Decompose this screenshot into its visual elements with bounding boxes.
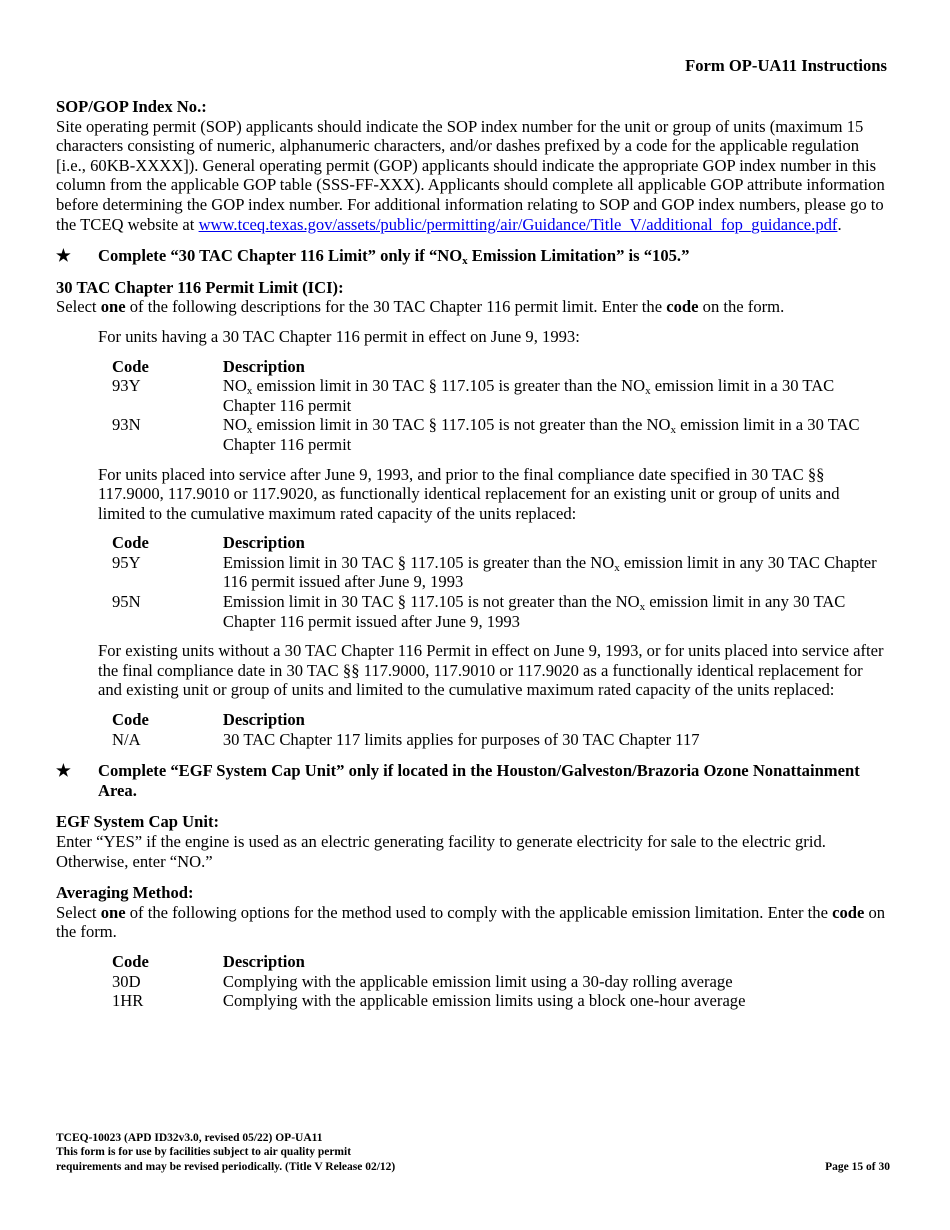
ch116-limit-note-text	[98, 246, 890, 266]
description-cell	[223, 592, 890, 631]
page-footer	[56, 1131, 890, 1174]
footer-line-3: requirements and may be revised periodically. (Title V Release 02/12)	[56, 1160, 396, 1173]
code-cell: N/A	[112, 729, 141, 749]
egf-section	[56, 812, 890, 871]
ici-intro-a: Select	[56, 297, 101, 317]
col-code: Code	[112, 356, 149, 376]
col-description: Description	[222, 951, 305, 971]
note-text-b: Emission Limitation” is “105.”	[467, 246, 690, 266]
egf-note	[56, 761, 890, 800]
star-icon: ★	[56, 761, 71, 781]
nox-text: NO	[222, 415, 247, 435]
group1-intro: For units having a 30 TAC Chapter 116 permit in effect on June 9, 1993:	[98, 326, 580, 346]
ici-heading: 30 TAC Chapter 116 Permit Limit (ICI):	[56, 277, 344, 297]
avg-intro-e: on the form.	[56, 902, 886, 942]
subscript-x: x	[645, 385, 651, 398]
star-icon: ★	[56, 246, 71, 266]
col-code: Code	[112, 951, 149, 971]
group2-code-table	[112, 533, 890, 631]
sop-gop-link-end: .	[837, 214, 842, 234]
ici-intro-e: on the form.	[698, 297, 785, 317]
averaging-code-table	[112, 952, 890, 1011]
description-cell: 30 TAC Chapter 117 limits applies for purposes of 30 TAC Chapter 117	[222, 729, 700, 749]
egf-note-text: Complete “EGF System Cap Unit” only if located in the Houston/Galveston/Brazoria Ozone Nonattainment Area.	[98, 761, 860, 800]
sop-gop-body: Site operating permit (SOP) applicants should indicate the SOP index number for the unit or group of units (maximum 15 characters consisting of numeric, alphanumeric characters, and/or dashes prefixed by a code for the applicable regulation [i.e., 60KB-XXXX]). General operating permit (GOP) applicants should indicate the appropriate GOP index number in this column from the applicable GOP table (SSS-FF-XXX). Applicants should complete all applicable GOP attribute information before determining the GOP index number. For additional information relating to SOP and GOP index numbers, please go to the TCEQ website at	[56, 116, 885, 234]
code-cell: 1HR	[112, 991, 144, 1011]
group2-intro: For units placed into service after June 9, 1993, and prior to the final compliance date specified in 30 TAC §§ 117.9000, 117.9010 or 117.9020, as functionally identical replacement for an existing unit or group of units and limited to the cumulative maximum rated capacity of the units replaced:	[98, 464, 840, 523]
desc-a: Emission limit in 30 TAC § 117.105 is greater than the NO	[222, 552, 615, 572]
document-body	[56, 97, 890, 1021]
ch116-limit-note	[56, 246, 890, 266]
desc-b: emission limit in any 30 TAC Chapter 116 permit issued after June 9, 1993	[222, 552, 877, 592]
col-description: Description	[222, 356, 305, 376]
subscript-x: x	[246, 385, 253, 398]
code-cell: 95N	[112, 592, 141, 612]
desc-b: emission limit in a 30 TAC Chapter 116 permit	[222, 376, 835, 415]
subscript-x: x	[639, 601, 646, 614]
subscript-x: x	[670, 424, 676, 437]
table-row	[112, 991, 890, 1011]
page-number: Page 15 of 30	[825, 1160, 890, 1173]
subscript-x: x	[246, 424, 253, 437]
nox-text: NO	[222, 376, 247, 396]
group3-intro: For existing units without a 30 TAC Chapter 116 Permit in effect on June 9, 1993, or for units placed into service after the final compliance date in 30 TAC §§ 117.9000, 117.9010 or 117.9020 as a functionally identical replacement for and existing unit or group of units and limited to the cumulative maximum rated capacity of the units replaced:	[98, 641, 884, 700]
sop-gop-section	[56, 97, 890, 234]
avg-intro-b: one	[100, 902, 126, 922]
description-cell: Complying with the applicable emission limit using a 30-day rolling average	[222, 971, 733, 991]
col-code: Code	[112, 710, 149, 730]
desc-a: emission limit in 30 TAC § 117.105 is not greater than the NO	[252, 415, 671, 435]
ici-section	[56, 278, 890, 749]
avg-intro-d: code	[832, 902, 865, 922]
description-cell	[223, 553, 890, 592]
code-cell: 30D	[112, 971, 141, 991]
averaging-section	[56, 883, 890, 1011]
ici-intro-c: of the following descriptions for the 30 TAC Chapter 116 permit limit. Enter the	[125, 297, 667, 317]
egf-body: Enter “YES” if the engine is used as an electric generating facility to generate electricity for sale to the electric grid. Otherwise, enter “NO.”	[56, 832, 826, 871]
page-header-title: Form OP-UA11 Instructions	[685, 56, 887, 75]
table-row	[112, 553, 890, 592]
averaging-heading: Averaging Method:	[56, 883, 194, 903]
table-row	[112, 592, 890, 631]
group3-code-table	[112, 710, 890, 749]
code-cell: 93N	[112, 415, 141, 435]
description-cell	[223, 376, 890, 415]
table-row	[112, 972, 890, 992]
ici-intro-b: one	[100, 297, 126, 317]
note-text-a: Complete “30 TAC Chapter 116 Limit” only if “NO	[98, 246, 463, 266]
col-description: Description	[222, 710, 305, 730]
avg-intro-a: Select	[56, 902, 101, 922]
desc-a: Emission limit in 30 TAC § 117.105 is not greater than the NO	[222, 592, 640, 612]
table-row	[112, 415, 890, 454]
description-cell: Complying with the applicable emission limits using a block one-hour average	[222, 991, 746, 1011]
code-cell: 95Y	[112, 552, 141, 572]
desc-b: emission limit in a 30 TAC Chapter 116 permit	[222, 415, 860, 454]
description-cell	[223, 415, 890, 454]
tceq-guidance-link[interactable]: www.tceq.texas.gov/assets/public/permitting/air/Guidance/Title_V/additional_fop_guidance.pdf	[198, 214, 838, 234]
desc-a: emission limit in 30 TAC § 117.105 is greater than the NO	[252, 376, 646, 396]
desc-b: emission limit in any 30 TAC Chapter 116 permit issued after June 9, 1993	[222, 592, 846, 631]
sop-gop-paragraph	[56, 117, 890, 235]
table-row	[112, 376, 890, 415]
subscript-x: x	[614, 561, 620, 574]
ici-intro	[56, 297, 890, 317]
ici-intro-d: code	[666, 297, 699, 317]
footer-line-1: TCEQ-10023 (APD ID32v3.0, revised 05/22) OP-UA11	[56, 1132, 323, 1144]
table-row	[112, 730, 890, 750]
note-subscript: x	[462, 255, 468, 268]
averaging-intro	[56, 903, 890, 942]
sop-gop-heading: SOP/GOP Index No.:	[56, 97, 207, 116]
col-description: Description	[222, 533, 305, 553]
group1-code-table	[112, 357, 890, 455]
col-code: Code	[112, 533, 149, 553]
code-cell: 93Y	[112, 376, 141, 396]
footer-line-2: This form is for use by facilities subject to air quality permit	[56, 1146, 352, 1159]
avg-intro-c: of the following options for the method used to comply with the applicable emission limitation. Enter the	[125, 902, 833, 922]
egf-heading: EGF System Cap Unit:	[56, 812, 220, 832]
